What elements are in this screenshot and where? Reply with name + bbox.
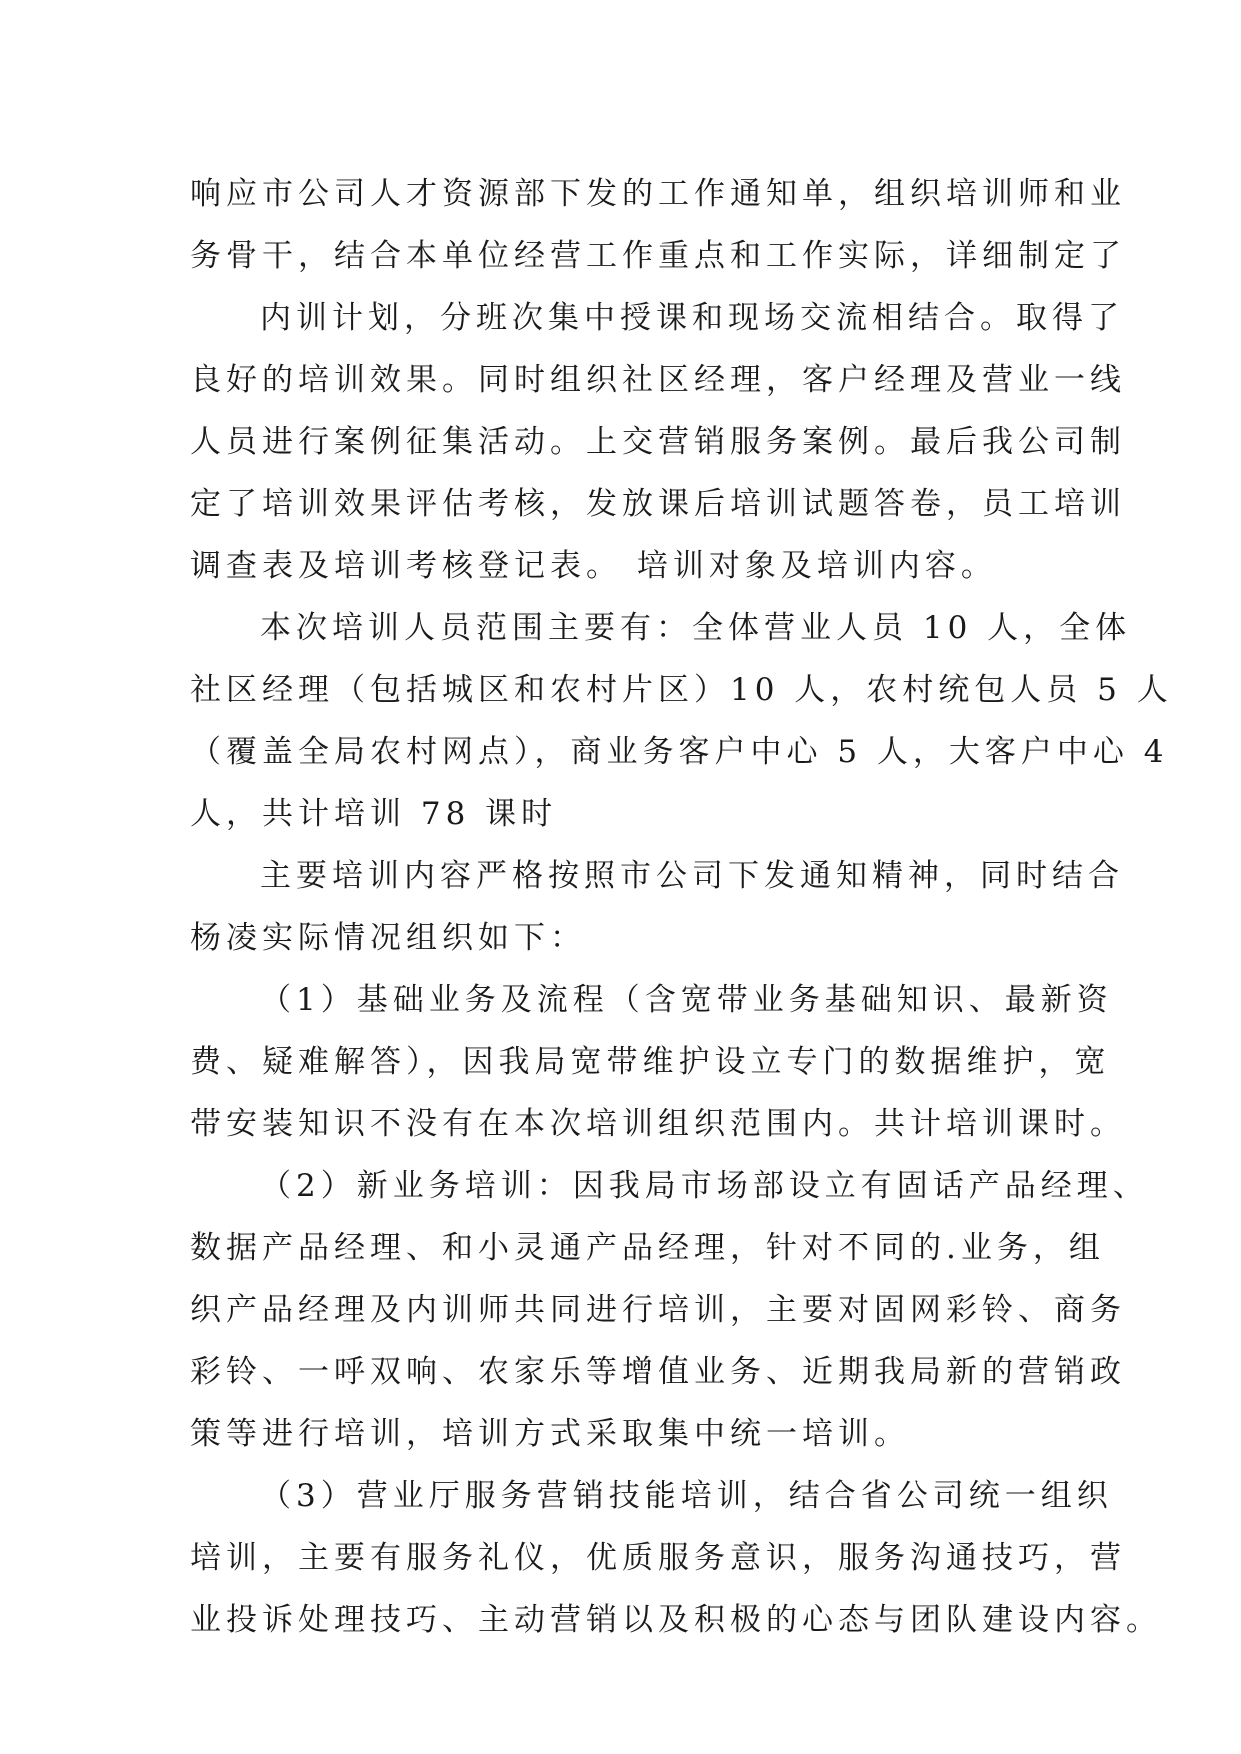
text-line: 人员进行案例征集活动。上交营销服务案例。最后我公司制 xyxy=(190,424,1126,460)
text-line: 主要培训内容严格按照市公司下发通知精神，同时结合 xyxy=(260,858,1124,894)
text-line: 本次培训人员范围主要有：全体营业人员 10 人，全体 xyxy=(260,610,1132,646)
text-line: 培训，主要有服务礼仪，优质服务意识，服务沟通技巧，营 xyxy=(190,1540,1126,1576)
text-line: （3）营业厅服务营销技能培训，结合省公司统一组织 xyxy=(260,1478,1113,1514)
text-line: 费、疑难解答），因我局宽带维护设立专门的数据维护，宽 xyxy=(190,1044,1111,1080)
text-line: 带安装知识不没有在本次培训组织范围内。共计培训课时。 xyxy=(190,1106,1126,1142)
text-line: 务骨干，结合本单位经营工作重点和工作实际，详细制定了 xyxy=(190,238,1126,274)
text-line: 数据产品经理、和小灵通产品经理，针对不同的.业务，组 xyxy=(190,1230,1105,1266)
text-line: 社区经理（包括城区和农村片区）10 人，农村统包人员 5 人 xyxy=(190,672,1173,708)
text-line: 定了培训效果评估考核，发放课后培训试题答卷，员工培训 xyxy=(190,486,1126,522)
document-body xyxy=(190,163,1173,1651)
text-line: 织产品经理及内训师共同进行培训，主要对固网彩铃、商务 xyxy=(190,1292,1126,1328)
text-line: 响应市公司人才资源部下发的工作通知单，组织培训师和业 xyxy=(190,176,1126,212)
text-line: 内训计划，分班次集中授课和现场交流相结合。取得了 xyxy=(260,300,1124,336)
text-line: 良好的培训效果。同时组织社区经理，客户经理及营业一线 xyxy=(190,362,1126,398)
text-line: 调查表及培训考核登记表。 培训对象及培训内容。 xyxy=(190,548,997,584)
text-line: 彩铃、一呼双响、农家乐等增值业务、近期我局新的营销政 xyxy=(190,1354,1126,1390)
text-line: 策等进行培训，培训方式采取集中统一培训。 xyxy=(190,1416,910,1452)
text-line: 业投诉处理技巧、主动营销以及积极的心态与团队建设内容。 xyxy=(190,1602,1162,1638)
text-line: （2）新业务培训：因我局市场部设立有固话产品经理、 xyxy=(260,1168,1149,1204)
text-line: （1）基础业务及流程（含宽带业务基础知识、最新资 xyxy=(260,982,1113,1018)
text-line: 人，共计培训 78 课时 xyxy=(190,796,558,832)
text-line: 杨凌实际情况组织如下： xyxy=(190,920,586,956)
text-line: （覆盖全局农村网点），商业务客户中心 5 人，大客户中心 4 xyxy=(190,734,1169,770)
